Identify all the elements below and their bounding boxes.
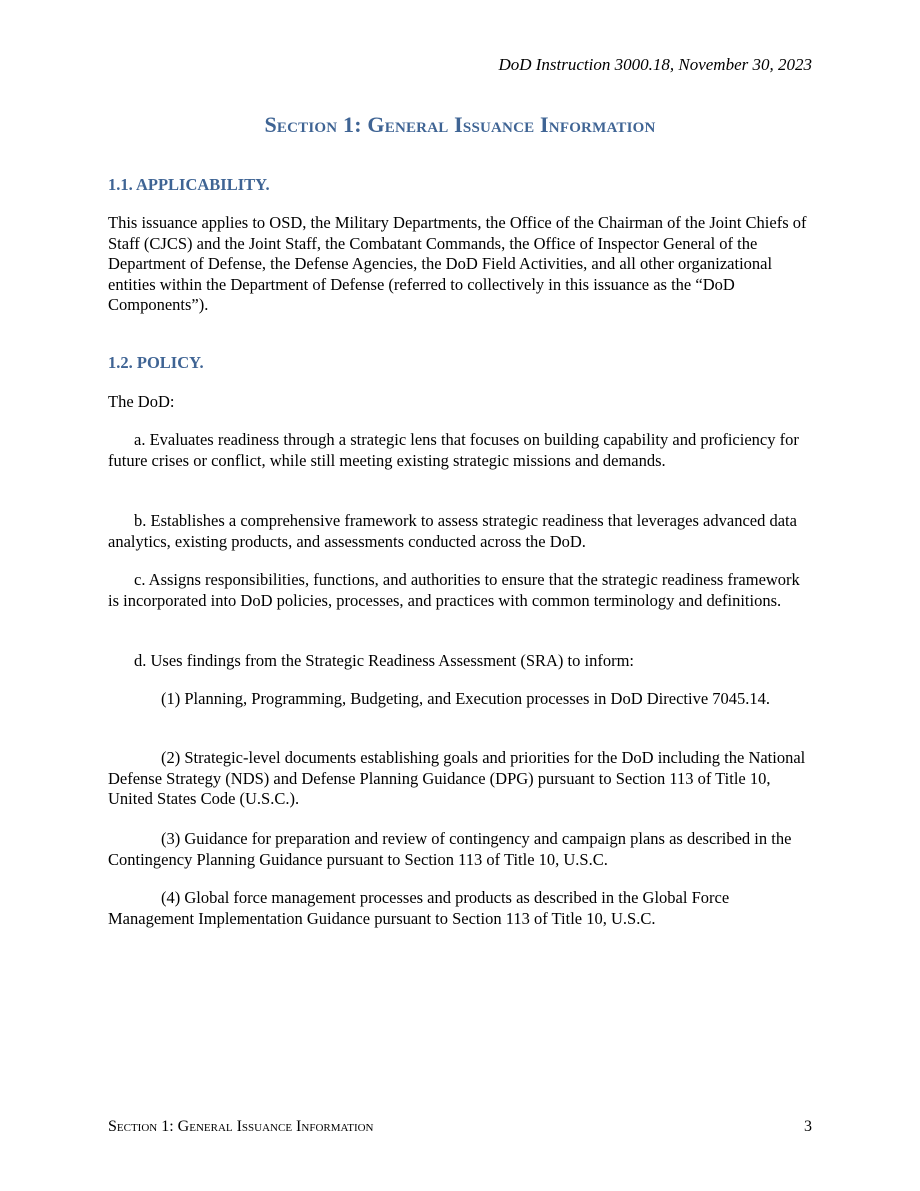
heading-policy: 1.2. POLICY. [108,353,204,372]
policy-item-d3: (3) Guidance for preparation and review of contingency and campaign plans as described in the Contingency Planning Guidance pursuant to Section 113 of Title 10, U.S.C. [108,829,792,869]
applicability-paragraph: This issuance applies to OSD, the Military Departments, the Office of the Chairman of the Joint Chiefs of Staff (CJCS) and the Joint Staff, the Combatant Commands, the Office of Inspector General of the Department of Defense, the Defense Agencies, the DoD Field Activities, and all other organizational entities within the Department of Defense (referred to collectively in this issuance as the “DoD Components”). [108,213,807,314]
page-number: 3 [804,1118,812,1135]
policy-item-d: d. Uses findings from the Strategic Readiness Assessment (SRA) to inform: [134,651,634,670]
heading-applicability: 1.1. APPLICABILITY. [108,175,270,194]
policy-item-c: c. Assigns responsibilities, functions, and authorities to ensure that the strategic readiness framework is incorporated into DoD policies, processes, and practices with common terminology and definitions. [108,570,800,610]
policy-intro: The DoD: [108,392,175,411]
running-header: DoD Instruction 3000.18, November 30, 2023 [498,55,812,74]
section-title: Section 1: General Issuance Information [264,112,656,137]
policy-item-b: b. Establishes a comprehensive framework to assess strategic readiness that leverages advanced data analytics, existing products, and assessments conducted across the DoD. [108,511,797,551]
policy-a-block [108,430,814,471]
policy-item-d1: (1) Planning, Programming, Budgeting, and Execution processes in DoD Directive 7045.14. [161,689,771,708]
policy-d2-block [108,748,814,810]
policy-item-d4: (4) Global force management processes and products as described in the Global Force Management Implementation Guidance pursuant to Section 113 of Title 10, U.S.C. [108,888,730,928]
policy-c-block [108,570,814,611]
policy-d1-block [108,689,814,710]
applicability-section [108,213,814,316]
policy-intro-block [108,392,814,413]
policy-d3-block [108,829,814,870]
policy-item-a: a. Evaluates readiness through a strategic lens that focuses on building capability and proficiency for future crises or conflict, while still meeting existing strategic missions and demands. [108,430,799,470]
policy-item-d2: (2) Strategic-level documents establishing goals and priorities for the DoD including the National Defense Strategy (NDS) and Defense Planning Guidance (DPG) pursuant to Section 113 of Title 10, United States Code (U.S.C.). [108,748,806,808]
policy-b-block [108,511,814,552]
policy-d-block [108,651,814,672]
policy-d4-block [108,888,814,929]
running-footer: Section 1: General Issuance Information [108,1118,374,1135]
